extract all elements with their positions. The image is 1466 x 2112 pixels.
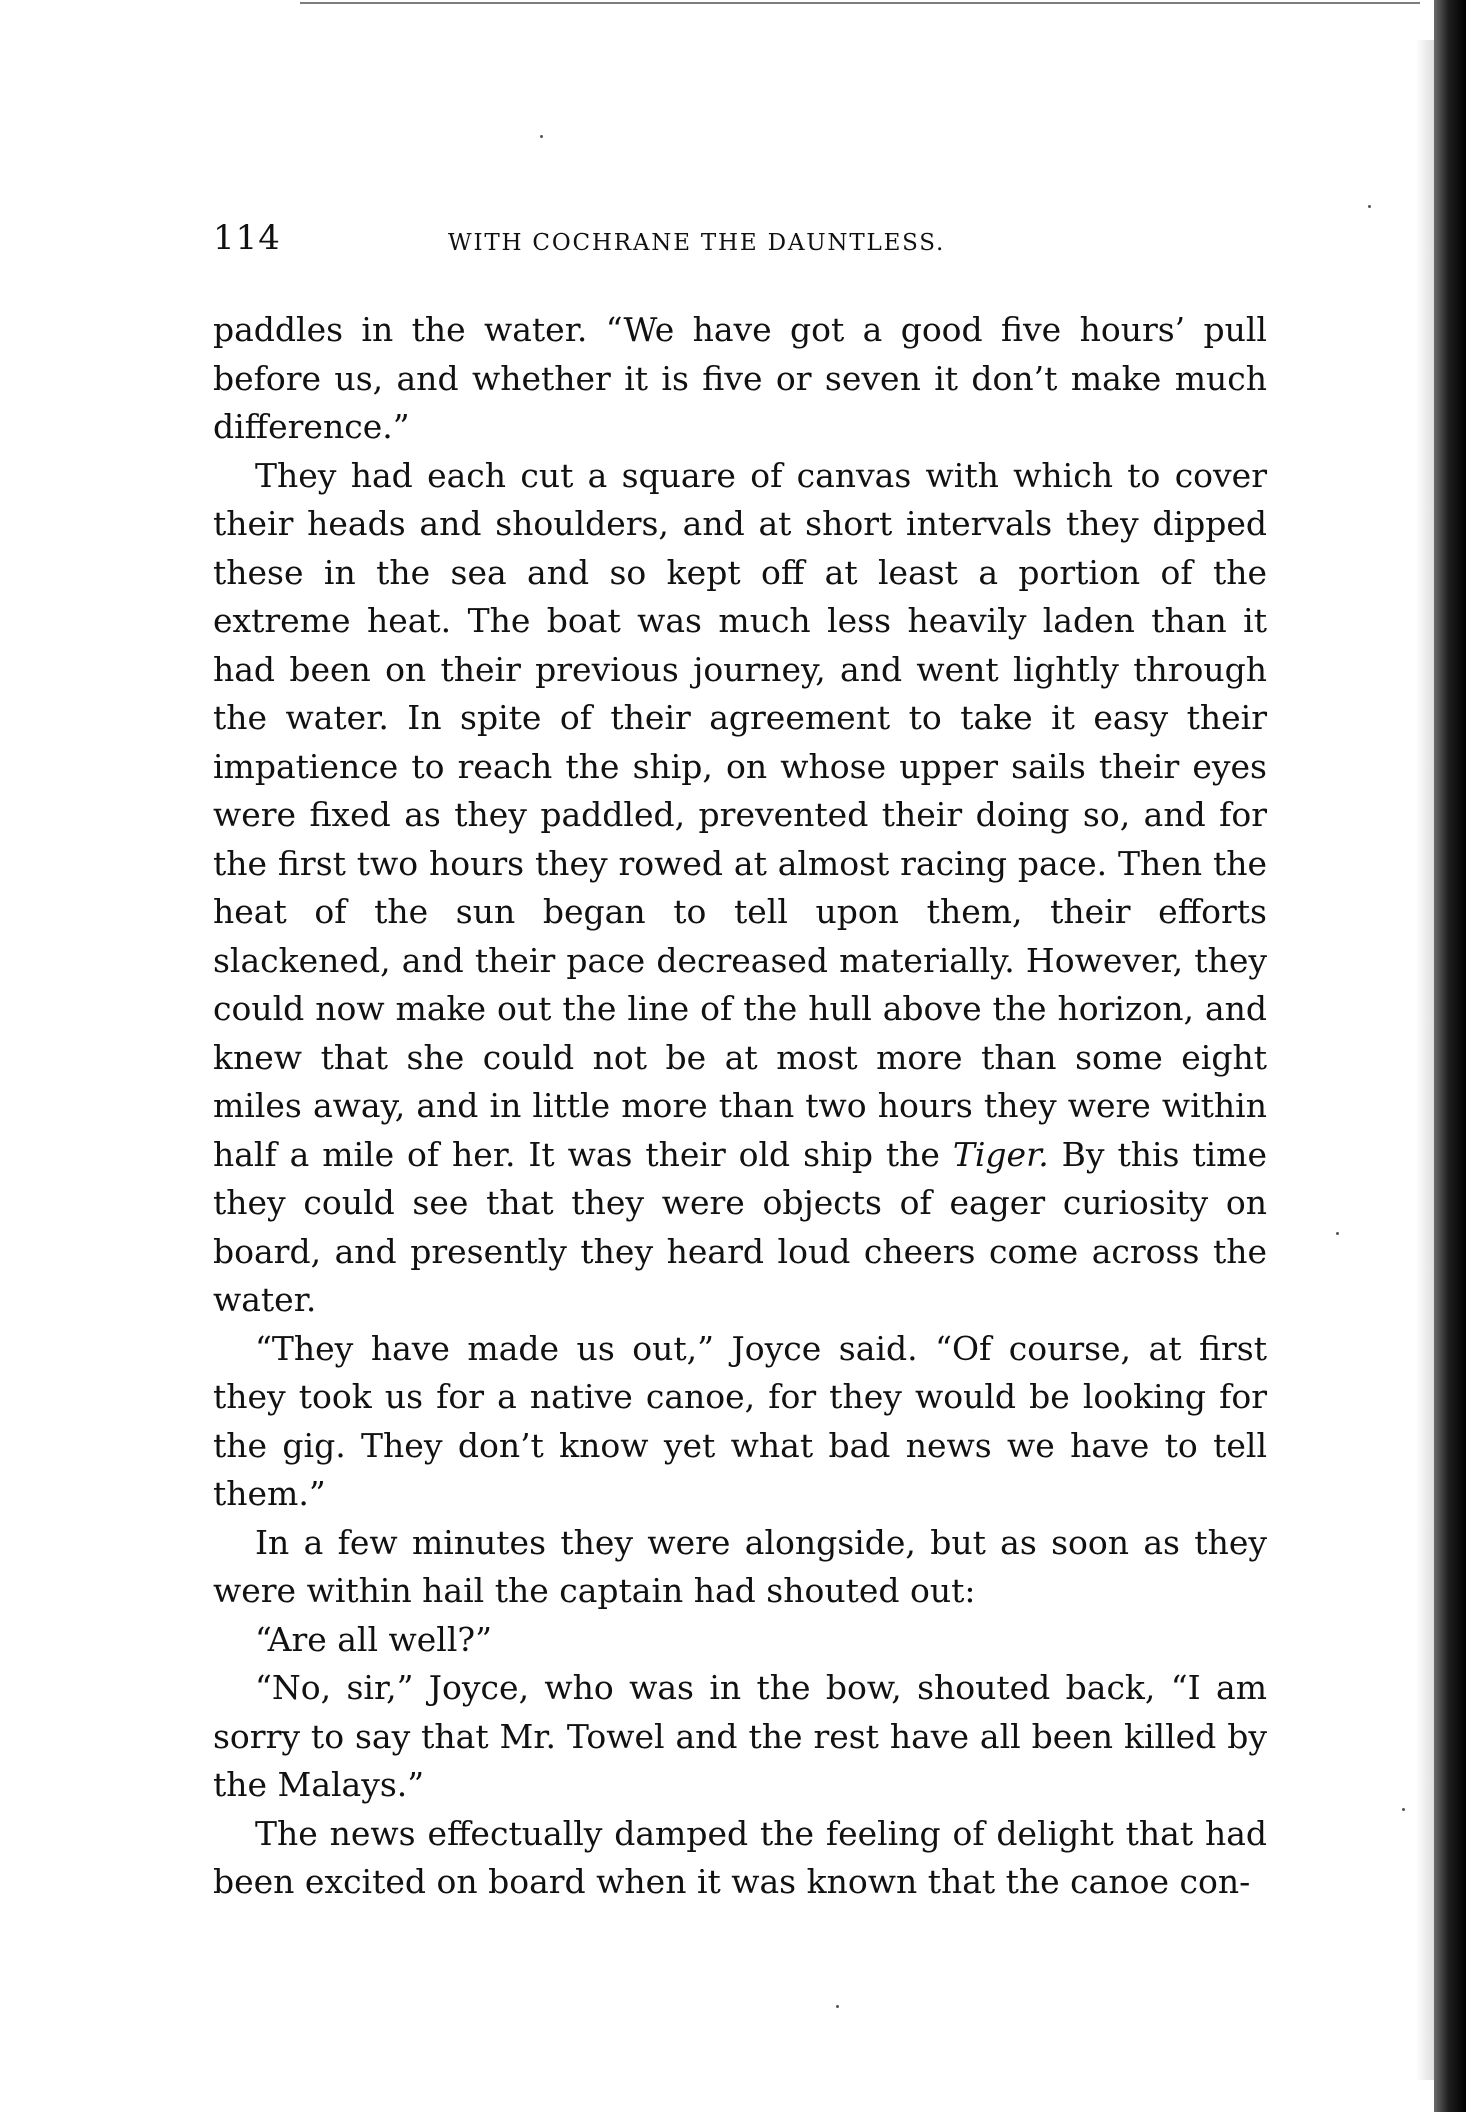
scan-top-edge-line <box>300 2 1420 4</box>
book-page <box>213 212 1267 1907</box>
running-title: WITH COCHRANE THE DAUNTLESS. <box>448 230 946 256</box>
paragraph: paddles in the water. “We have got a good five hours’ pull before us, and whether it is five or seven it don’t make much difference.” <box>213 310 1267 446</box>
ship-name-italic: Tiger. <box>952 1134 1049 1174</box>
scan-speck <box>1368 205 1371 208</box>
scan-speck <box>836 2005 839 2008</box>
scan-speck <box>1402 1808 1405 1811</box>
scan-binding-shadow <box>1416 40 1434 2080</box>
paragraph: “Are all well?” <box>255 1619 492 1659</box>
scan-speck <box>540 135 543 138</box>
page-body <box>213 306 1267 1907</box>
paragraph-text: They had each cut a square of canvas with which to cover their heads and shoulders, and at short intervals they dipped these in the sea and so kept off at least a portion of the extreme heat. The boat was much less heavily laden than it had been on their previous journey, and went lightly through the water. In spite of their agreement to take it easy their impatience to reach the ship, on whose upper sails their eyes were fixed as they paddled, prevented their doing so, and for the first two hours they rowed at almost racing pace. Then the heat of the sun began to tell upon them, their efforts slackened, and their pace decreased materially. However, they could now make out the line of the hull above the horizon, and knew that she could not be at most more than some eight miles away, and in little more than two hours they were within half a mile of her. It was their old ship the <box>213 455 1267 1174</box>
paragraph <box>213 452 1267 1325</box>
paragraph: The news effectually damped the feeling of delight that had been excited on board when it was known that the canoe con- <box>213 1813 1267 1901</box>
paragraph: In a few minutes they were alongside, but as soon as they were within hail the captain had shouted out: <box>213 1522 1267 1610</box>
scan-speck <box>1336 1232 1339 1235</box>
scan-book-spine <box>1434 0 1466 2112</box>
paragraph: “No, sir,” Joyce, who was in the bow, shouted back, “I am sorry to say that Mr. Towel and the rest have all been killed by the Malays.” <box>213 1668 1267 1804</box>
paragraph-text: By this time they could see that they were objects of eager curiosity on board, and presently they heard loud cheers come across the water. <box>213 1134 1268 1319</box>
page-header <box>213 212 1267 272</box>
paragraph: “They have made us out,” Joyce said. “Of course, at first they took us for a native canoe, for they would be looking for the gig. They don’t know yet what bad news we have to tell them.” <box>213 1328 1267 1513</box>
page-number: 114 <box>213 218 281 258</box>
